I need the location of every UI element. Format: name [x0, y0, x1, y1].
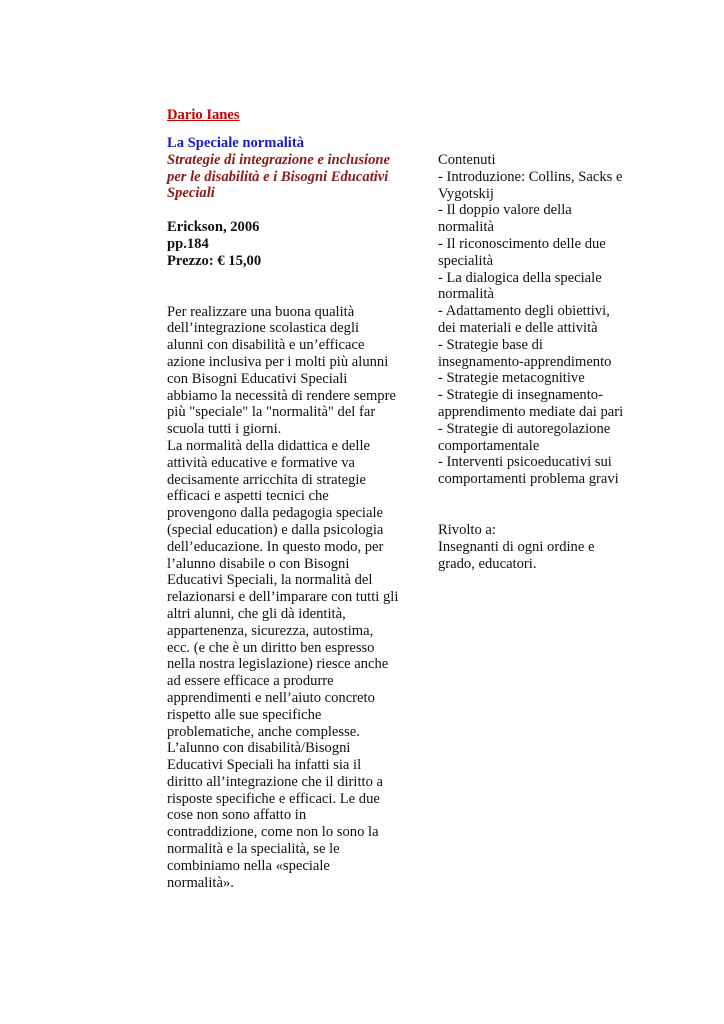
contents-item: - Il riconoscimento delle due specialità — [438, 235, 606, 269]
contents-item: - Strategie di autoregolazione comportamentale — [438, 420, 611, 454]
contents-item: - Il doppio valore della normalità — [438, 202, 572, 236]
publication-details — [167, 219, 399, 269]
target-audience — [438, 522, 628, 572]
contents-column — [438, 152, 628, 572]
author-name: Dario Ianes — [167, 107, 240, 123]
book-subtitle: Strategie di integrazione e inclusione per le disabilità e i Bisogni Educativi Speciali — [167, 151, 390, 202]
price: Prezzo: € 15,00 — [167, 252, 262, 269]
book-description — [167, 304, 399, 892]
description-paragraph: L’alunno con disabilità/Bisogni Educativi Speciali ha infatti sia il diritto all’integrazione che il diritto a risposte specifiche e efficaci. Le due cose non sono affatto in contraddizione, come non lo sono la normalità e la specialità, se le combiniamo nella «speciale normalità». — [167, 740, 383, 891]
contents-item: - Strategie di insegnamento-apprendimento mediate dai pari — [438, 387, 624, 420]
book-info-column — [167, 107, 399, 891]
publisher-year: Erickson, 2006 — [167, 219, 260, 236]
contents-list — [438, 169, 628, 488]
contents-item: - Introduzione: Collins, Sacks e Vygotskij — [438, 168, 623, 202]
audience-heading: Rivolto a: — [438, 521, 496, 538]
contents-item: - Strategie base di insegnamento-apprendimento — [438, 336, 612, 370]
description-paragraph: Per realizzare una buona qualità dell’integrazione scolastica degli alunni con disabilità e un’efficace azione inclusiva per i molti più alunni con Bisogni Educativi Speciali abbiamo la necessità di rendere sempre più "speciale" la "normalità" del far scuola tutti i giorni. — [167, 303, 396, 438]
description-paragraph: La normalità della didattica e delle attività educative e formative va decisamente arricchita di strategie efficaci e aspetti tecnici che provengono dalla pedagogia speciale (special education) e dalla psicologia dell’educazione. In questo modo, per l’alunno disabile o con Bisogni Educativi Speciali, la normalità del relazionarsi e dell’imparare con tutti gli altri alunni, che gli dà identità, appartenenza, sicurezza, autostima, ecc. (e che è un diritto ben espresso nella nostra legislazione) riesce anche ad essere efficace a produrre apprendimenti e nell’aiuto concreto rispetto alle sue specifiche problematiche, anche complesse. — [167, 437, 399, 740]
contents-item: - Interventi psicoeducativi sui comportamenti problema gravi — [438, 454, 619, 488]
contents-heading: Contenuti — [438, 152, 496, 168]
contents-item: - Strategie metacognitive — [438, 370, 585, 387]
audience-text: Insegnanti di ogni ordine e grado, educatori. — [438, 538, 595, 572]
contents-item: - La dialogica della speciale normalità — [438, 269, 602, 303]
book-title: La Speciale normalità — [167, 135, 305, 151]
contents-item: - Adattamento degli obiettivi, dei materiali e delle attività — [438, 303, 610, 336]
page-count: pp.184 — [167, 235, 209, 252]
